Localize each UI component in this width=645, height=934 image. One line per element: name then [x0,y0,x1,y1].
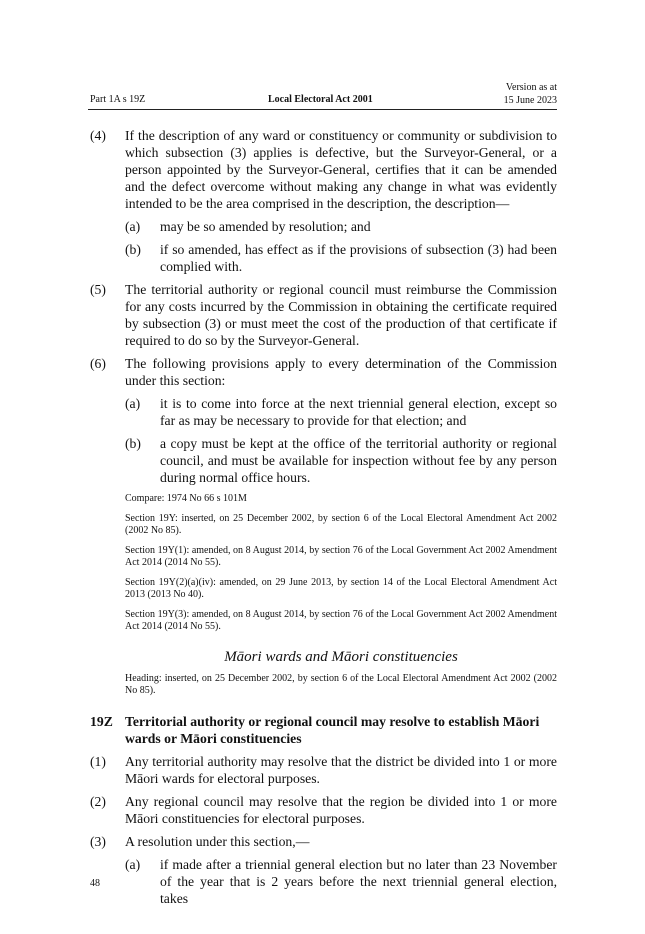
version-line-2: 15 June 2023 [503,95,557,106]
paragraph-b [125,435,557,486]
history-note: Section 19Y(2)(a)(iv): amended, on 29 June 2013, by section 14 of the Local Electoral Amendment Act 2013 (2013 No 40). [125,576,557,600]
history-note: Section 19Y(3): amended, on 8 August 2014, by section 76 of the Local Government Act 2002 Amendment Act 2014 (2014 No 55). [125,608,557,632]
subsection-3 [90,833,557,907]
history-note: Section 19Y(1): amended, on 8 August 2014, by section 76 of the Local Government Act 2002 Amendment Act 2014 (2014 No 55). [125,544,557,568]
subsection-6 [90,355,557,486]
version-label [504,81,557,107]
history-note: Section 19Y: inserted, on 25 December 2002, by section 6 of the Local Electoral Amendment Act 2002 (2002 No 85). [125,512,557,536]
cross-heading: Māori wards and Māori constituencies [224,648,458,665]
paragraph-number: (a) [125,856,141,872]
paragraph-text: if made after a triennial general election but no later than 23 November of the year that is 2 years before the next triennial general election, takes [160,856,557,906]
paragraph-text: it is to come into force at the next triennial general election, except so far as may be necessary to provide for that election; and [160,396,557,428]
subsection-number: (6) [90,356,106,371]
section-heading-19z [90,713,557,747]
subsection-text: If the description of any ward or constituency or community or subdivision to which subsection (3) applies is defective, but the Surveyor-General, or a person appointed by the Surveyor-General, certifies that it can be amended and the defect overcome without making any change in what was evidently intended to be the area comprised in the description, the description— [125,128,557,211]
subsection-4 [90,127,557,275]
heading-history-note: Heading: inserted, on 25 December 2002, by section 6 of the Local Electoral Amendment Act 2002 (2002 No 85). [125,672,557,696]
running-header-title: Local Electoral Act 2001 [268,94,373,105]
section-number: 19Z [90,713,113,729]
section-title: Territorial authority or regional council may resolve to establish Māori wards or Māori constituencies [125,713,540,746]
compare-note: Compare: 1974 No 66 s 101M [125,493,247,504]
subsection-1 [90,753,557,787]
paragraph-number: (b) [125,436,141,451]
subsection-number: (2) [90,793,106,809]
paragraph-number: (a) [125,396,141,411]
subsection-text: The territorial authority or regional council must reimburse the Commission for any costs incurred by the Commission in obtaining the certificate required by subsection (3) or must meet the cost of the production of that certificate if required to do so by the Surveyor-General. [125,282,557,348]
paragraph-number: (b) [125,242,141,257]
subsection-text: A resolution under this section,— [125,833,310,849]
paragraph-text: if so amended, has effect as if the provisions of subsection (3) had been complied with. [160,242,557,274]
subsection-2 [90,793,557,827]
paragraph-text: a copy must be kept at the office of the territorial authority or regional council, and must be available for inspection without fee by any person during normal office hours. [160,436,557,485]
subsection-text: Any territorial authority may resolve that the district be divided into 1 or more Māori wards for electoral purposes. [125,753,557,786]
subsection-number: (3) [90,833,106,849]
paragraph-a [125,218,557,235]
page-number: 48 [90,878,100,889]
subsection-number: (4) [90,128,106,143]
subsection-5 [90,281,557,349]
subsection-text: Any regional council may resolve that the region be divided into 1 or more Māori constituencies for electoral purposes. [125,793,557,826]
paragraph-a [125,395,557,429]
header-rule [88,109,557,110]
running-header-part: Part 1A s 19Z [90,94,146,105]
document-body [90,127,557,913]
paragraph-b [125,241,557,275]
subsection-number: (5) [90,282,106,297]
paragraph-text: may be so amended by resolution; and [160,219,371,234]
subsection-text: The following provisions apply to every determination of the Commission under this section: [125,356,557,388]
subsection-number: (1) [90,753,106,769]
paragraph-number: (a) [125,219,141,234]
paragraph-a [125,856,557,907]
version-line-1: Version as at [505,82,557,93]
